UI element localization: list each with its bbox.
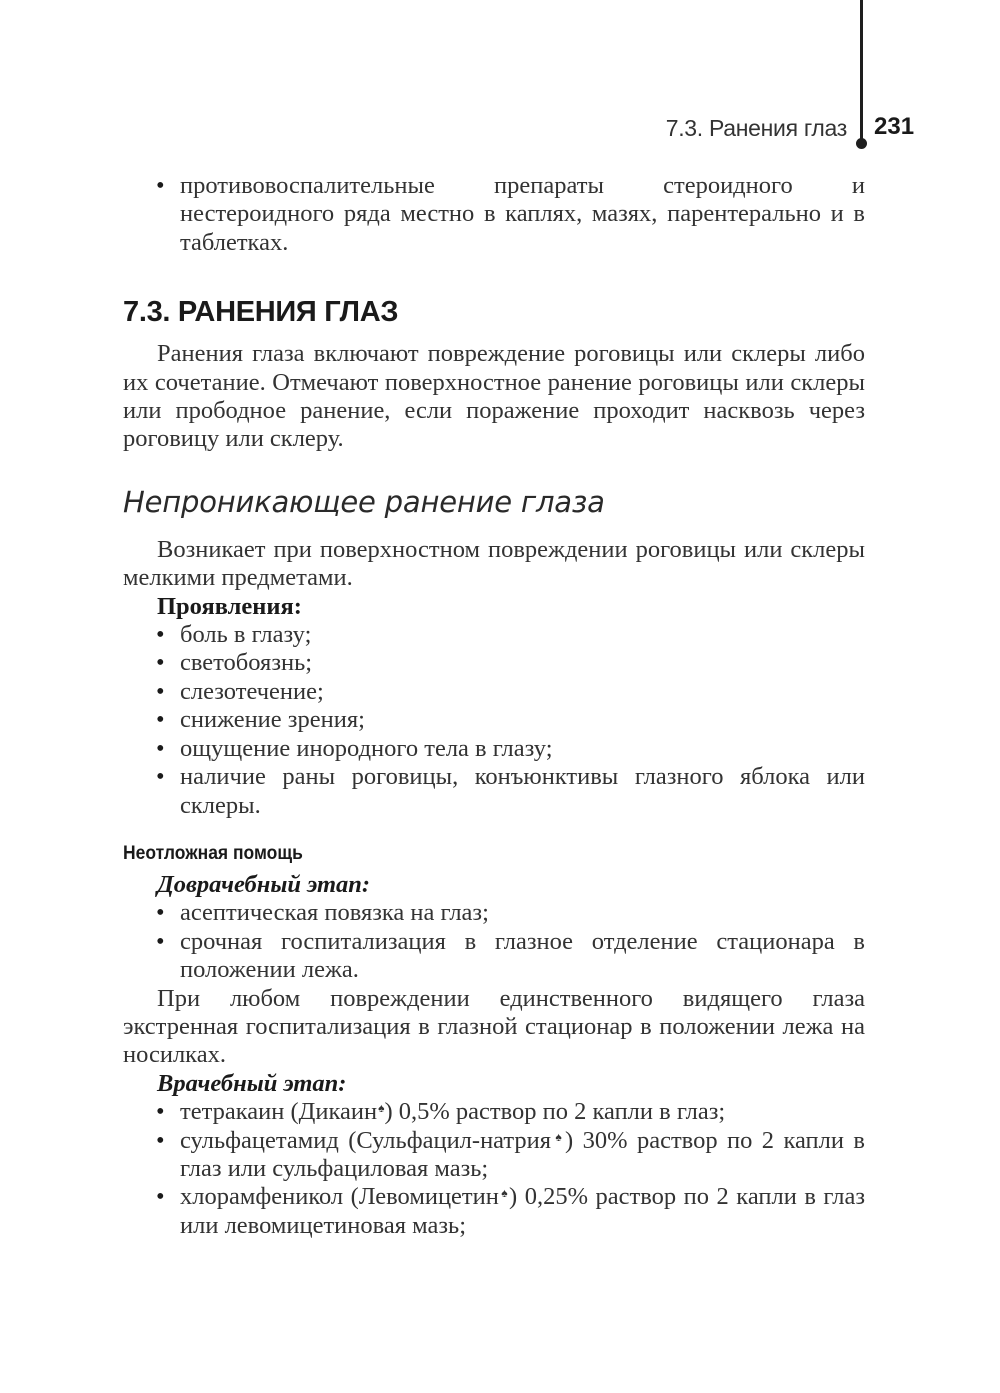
registered-mark: ♠ (552, 1129, 566, 1144)
section-paragraph: Ранения глаза включают повреждение роговицы или склеры либо их сочетание. Отмечают поверхностное ранение роговицы или склеры или прободное ранение, если поражение проходит насквозь через роговицу или склеру. (123, 340, 865, 453)
list-item: • боль в глазу; (123, 621, 865, 649)
section-title: 7.3. РАНЕНИЯ ГЛАЗ (123, 296, 399, 329)
intro-list (123, 172, 865, 257)
list-item: • асептическая повязка на глаз; (123, 899, 865, 927)
list-item: • срочная госпитализация в глазное отделение стационара в положении лежа. (123, 928, 865, 985)
list-item: • ощущение инородного тела в глазу; (123, 735, 865, 763)
symptoms-list (123, 621, 865, 820)
list-item: • снижение зрения; (123, 706, 865, 734)
prehospital-label: Доврачебный этап: (157, 870, 371, 898)
running-head: 7.3. Ранения глаз (665, 115, 847, 141)
drug-text: ) 0,5% раствор по 2 капли в глаз; (384, 1098, 726, 1126)
drug-text: ) 0,25% раствор по 2 капли в глаз или левомицетиновая мазь; (180, 1183, 866, 1239)
list-item: • слезотечение; (123, 678, 865, 706)
subsection-paragraph: Возникает при поверхностном повреждении роговицы или склеры мелкими предметами. (123, 535, 865, 592)
drug-text: ) 30% раствор по 2 капли в глаз или сульфациловая мазь; (180, 1126, 865, 1182)
list-item: • противовоспалительные препараты стероидного и нестероидного ряда местно в каплях, мазях, парентерально и в таблетках. (123, 172, 865, 257)
list-item: • светобоязнь; (123, 649, 865, 677)
list-item (123, 1127, 865, 1184)
drug-text: сульфацетамид (Сульфацил-натрия (180, 1126, 552, 1154)
list-item (123, 1183, 865, 1240)
page-number: 231 (874, 113, 915, 140)
drug-text: тетракаин (Дикаин (180, 1098, 378, 1126)
drug-text: хлорамфеникол (Левомицетин (180, 1183, 499, 1211)
registered-mark: ♠ (378, 1101, 385, 1116)
symptoms-label: Проявления: (157, 592, 302, 620)
emergency-note: При любом повреждении единственного видящего глаза экстренная госпитализация в глазной стационар в положении лежа на носилках. (123, 984, 865, 1069)
list-item (123, 1098, 865, 1126)
medical-label: Врачебный этап: (157, 1069, 347, 1097)
list-item: • наличие раны роговицы, конъюнктивы глазного яблока или склеры. (123, 763, 865, 820)
drugs-list (123, 1098, 865, 1240)
page-content (123, 172, 865, 1240)
header-rule-dot (856, 138, 867, 149)
emergency-title: Неотложная помощь (123, 842, 303, 864)
subsection-title: Непроникающее ранение глаза (123, 484, 605, 519)
header-rule (860, 0, 863, 140)
registered-mark: ♠ (499, 1186, 510, 1201)
prehospital-list (123, 899, 865, 984)
